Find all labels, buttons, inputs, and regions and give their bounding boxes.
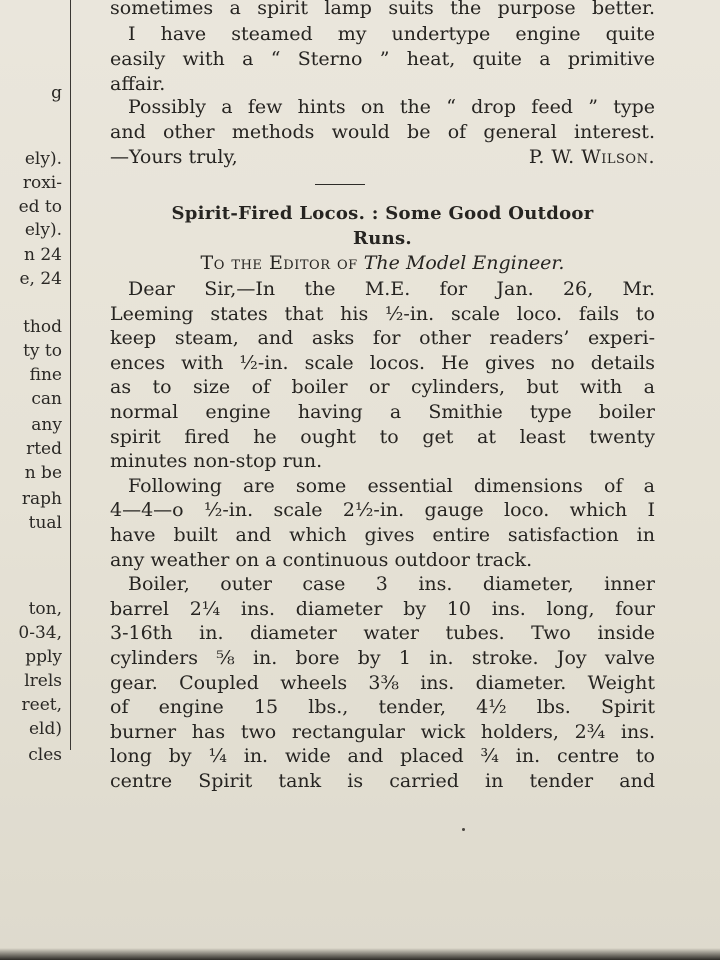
letter1-closing-line [110,145,655,169]
left-column-fragment: ton, [28,599,62,619]
article-line-9: Following are some essential dimensions of a [128,475,655,497]
left-column-fragments [0,0,62,800]
article-line-10: 4—4—o ½-in. scale 2½-in. gauge loco. which I [110,499,655,521]
article-line-1: Dear Sir,—In the M.E. for Jan. 26, Mr. [128,278,655,300]
left-column-fragment: cles [28,745,62,765]
left-column-fragment: rted [26,439,62,459]
article-line-16: cylinders ⅝ in. bore by 1 in. stroke. Joy valve [110,647,655,669]
left-column-fragment: g [51,83,62,103]
article-line-17: gear. Coupled wheels 3⅜ ins. diameter. Weight [110,672,655,694]
article-title-line-1: Spirit-Fired Locos. : Some Good Outdoor [171,203,594,224]
article-line-18: of engine 15 lbs., tender, 4½ lbs. Spirit [110,696,655,718]
article-line-7: spirit fired he ought to get at least twenty [110,426,655,448]
left-column-fragment: tual [28,513,62,533]
article-line-11: have built and which gives entire satisfaction in [110,524,655,546]
section-divider [315,184,365,185]
left-column-fragment: roxi- [22,173,62,193]
article-line-14: barrel 2¼ ins. diameter by 10 ins. long, four [110,598,655,620]
left-column-fragment: ely). [24,220,62,240]
article-line-13: Boiler, outer case 3 ins. diameter, inner [128,573,655,595]
article-line-3: keep steam, and asks for other readers’ experi- [110,327,655,349]
left-column-fragment: any [31,415,62,435]
left-column-fragment: can [31,389,62,409]
letter1-signature: P. W. Wilson. [528,146,655,168]
article-title-line-2: Runs. [352,228,413,249]
left-column-fragment: fine [29,365,62,385]
left-column-fragment: eld) [28,719,62,739]
letter1-line-1: sometimes a spirit lamp suits the purpose better. [110,0,655,19]
ink-speck [462,828,465,831]
letter1-line-4: affair. [110,73,166,95]
to-editor-line [110,252,655,274]
left-column-fragment: n 24 [24,245,62,265]
left-column-fragment: ely). [24,149,62,169]
article-line-15: 3-16th in. diameter water tubes. Two inside [110,622,655,644]
article-line-4: ences with ½-in. scale locos. He gives no details [110,352,655,374]
left-column-fragment: 0-34, [18,623,62,643]
article-line-20: long by ¼ in. wide and placed ¾ in. centre to [110,745,655,767]
article-line-2: Leeming states that his ½-in. scale loco. fails to [110,303,655,325]
letter1-closing: —Yours truly, [110,146,238,168]
page-edge-shadow [0,948,720,960]
left-column-fragment: raph [21,489,62,509]
article-line-12: any weather on a continuous outdoor track. [110,549,533,571]
letter1-line-6: and other methods would be of general interest. [110,121,655,143]
left-column-fragment: e, 24 [19,269,62,289]
left-column-fragment: ed to [18,197,62,217]
article-line-5: as to size of boiler or cylinders, but with a [110,376,655,398]
article-line-19: burner has two rectangular wick holders, 2¾ ins. [110,721,655,743]
left-column-fragment: ty to [23,341,62,361]
letter1-line-5: Possibly a few hints on the “ drop feed ” type [128,96,655,118]
letter1-line-2: I have steamed my undertype engine quite [128,23,655,45]
left-column-fragment: pply [25,647,62,667]
left-column-fragment: thod [23,317,62,337]
journal-name: The Model Engineer. [363,252,565,274]
to-editor-prefix: To the Editor of [200,252,358,274]
left-column-fragment: reet, [21,695,62,715]
article-line-8: minutes non-stop run. [110,450,323,472]
article-line-6: normal engine having a Smithie type boiler [110,401,655,423]
left-column-fragment: lrels [24,671,62,691]
column-rule [70,0,71,750]
left-column-fragment: n be [24,463,62,483]
letter1-line-3: easily with a “ Sterno ” heat, quite a primitive [110,48,655,70]
article-line-21: centre Spirit tank is carried in tender and [110,770,655,792]
